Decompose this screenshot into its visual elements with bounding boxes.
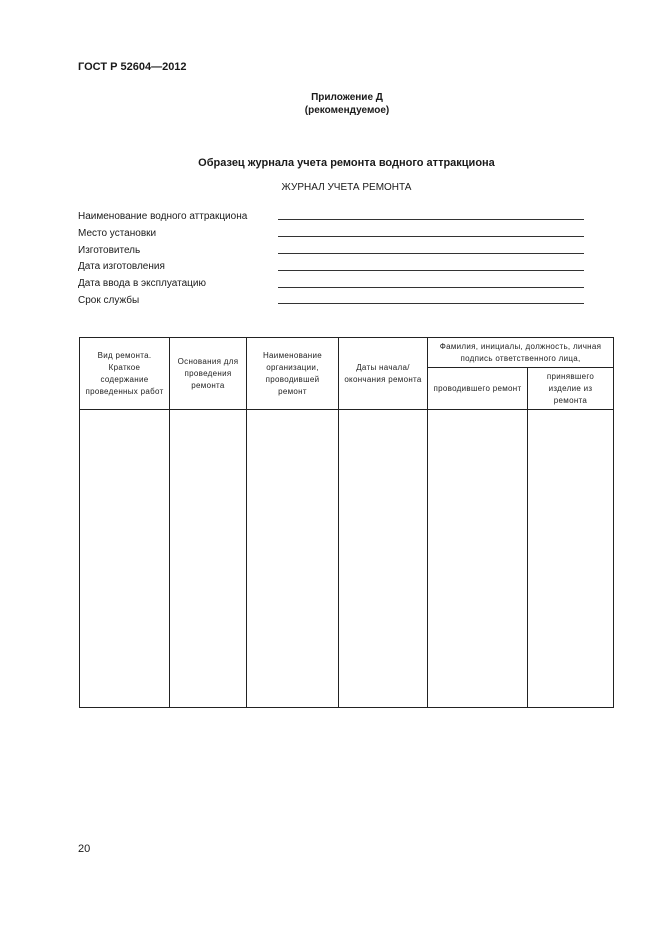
field-line-commission-date [278,287,584,288]
field-label-commission-date: Дата ввода в эксплуатацию [78,278,206,289]
table-row [80,410,614,708]
field-line-manufacture-date [278,270,584,271]
field-line-service-life [278,303,584,304]
field-line-name [278,219,584,220]
field-label-service-life: Срок службы [78,295,140,306]
table-cell [80,410,170,708]
field-line-manufacturer [278,253,584,254]
document-title: Образец журнала учета ремонта водного аттракциона [198,157,495,169]
column-header-responsible-group: Фамилия, инициалы, должность, личная подпись ответственного лица, [428,338,614,368]
field-label-manufacturer: Изготовитель [78,245,141,256]
column-header-repair-type: Вид ремонта. Краткое содержание проведенных работ [80,338,170,410]
column-header-organization: Наименование организации, проводившей ремонт [247,338,339,410]
repair-log-table [79,337,614,708]
field-label-name: Наименование водного аттракциона [78,211,248,222]
table-cell [170,410,247,708]
table-cell [339,410,428,708]
field-line-location [278,236,584,237]
journal-heading: ЖУРНАЛ УЧЕТА РЕМОНТА [281,182,412,193]
annex-subtitle: (рекомендуемое) [304,105,390,116]
field-label-manufacture-date: Дата изготовления [78,261,165,272]
field-label-location: Место установки [78,228,157,239]
table-cell [247,410,339,708]
standard-number: ГОСТ Р 52604—2012 [78,61,187,73]
column-header-dates: Даты начала/окончания ремонта [339,338,428,410]
annex-title: Приложение Д [311,92,383,103]
column-header-accepted-by: принявшего изделие из ремонта [528,368,614,410]
annex-heading [207,91,487,117]
table-cell [428,410,528,708]
column-header-repair-grounds: Основания для проведения ремонта [170,338,247,410]
table-cell [528,410,614,708]
page-number: 20 [78,843,91,855]
column-header-performed-by: проводившего ремонт [428,368,528,410]
